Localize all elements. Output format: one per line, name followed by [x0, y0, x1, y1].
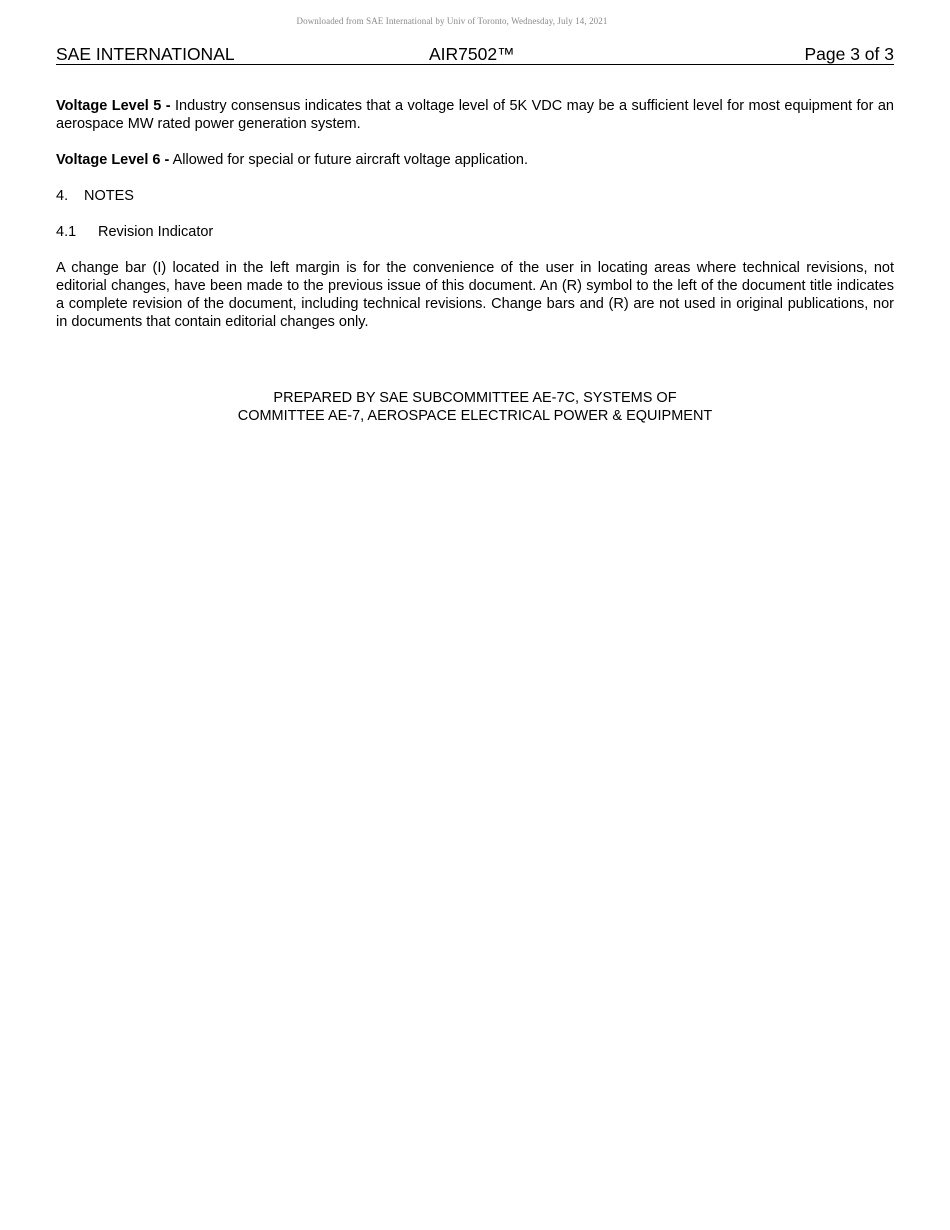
header-organization: SAE INTERNATIONAL: [56, 44, 235, 64]
section-4-title: NOTES: [84, 188, 134, 204]
voltage-level-5-label: Voltage Level 5 -: [56, 98, 171, 114]
voltage-level-6-text: Allowed for special or future aircraft voltage application.: [169, 152, 529, 168]
header-document-id: AIR7502™: [429, 44, 515, 64]
download-watermark: Downloaded from SAE International by Univ of Toronto, Wednesday, July 14, 2021: [296, 16, 608, 26]
voltage-level-6-paragraph: [56, 151, 894, 169]
header-page-number: Page 3 of 3: [804, 44, 894, 64]
voltage-level-5-text: Industry consensus indicates that a voltage level of 5K VDC may be a sufficient level for most equipment for an aerospace MW rated power generation system.: [56, 98, 894, 132]
voltage-level-6-label: Voltage Level 6 -: [56, 152, 170, 168]
document-body: [56, 97, 894, 349]
revision-indicator-paragraph: A change bar (I) located in the left margin is for the convenience of the user in locating areas where technical revisions, not editorial changes, have been made to the previous issue of this document. An (R) symbol to the left of the document title indicates a complete revision of the document, including technical revisions. Change bars and (R) are not used in original publications, nor in documents that contain editorial changes only.: [56, 260, 894, 330]
prepared-by-line-1: PREPARED BY SAE SUBCOMMITTEE AE-7C, SYSTEMS OF: [273, 390, 677, 406]
prepared-by-line-2: COMMITTEE AE-7, AEROSPACE ELECTRICAL POWER & EQUIPMENT: [237, 408, 713, 424]
section-4-1-title: Revision Indicator: [98, 224, 214, 240]
section-4-heading: [56, 187, 894, 205]
section-4-1-number: 4.1: [56, 224, 77, 240]
section-4-number: 4.: [56, 188, 69, 204]
voltage-level-5-paragraph: [56, 97, 894, 133]
section-4-1-heading: [56, 223, 894, 241]
prepared-by-block: [56, 389, 894, 425]
page-header: [56, 44, 894, 65]
